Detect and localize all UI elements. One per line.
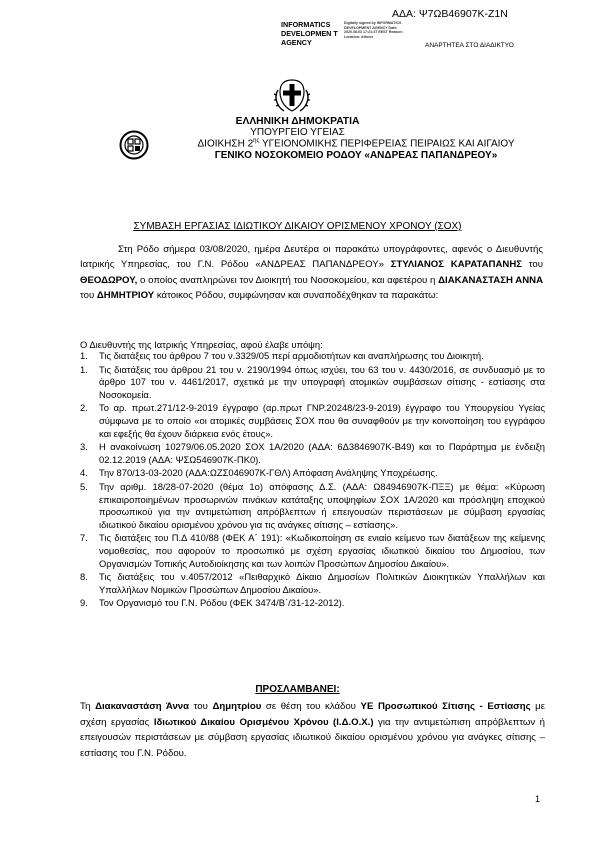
country-heading: ΕΛΛΗΝΙΚΗ ΔΗΜΟΚΡΑΤΙΑ — [235, 116, 360, 127]
list-item: 8. Τις διατάξεις του ν.4057/2012 «Πειθαρχικό Δίκαιο Δημοσίων Πολιτικών Διοικητικών Υπαλλήλων και Υπαλλήλων Νομικών Προσώπων Δημοσίου Δικαίου». — [80, 571, 545, 595]
list-item: 7. Τις διατάξεις του Π.Δ 410/88 (ΦΕΚ Α΄ 191): «Κωδικοποίηση σε ενιαίο κείμενο των διατάξεων της κείμενης νομοθεσίας, που αφορούν το προσωπικό με σχέση εργασίας ιδιωτικού δικαίου του Δημοσίου, των Οργανισμών Τοπικής Αυτοδιοίκησης και των λοιπών Προσώπων Δημοσίου Δικαίου». — [80, 532, 545, 569]
list-item: 1. Τις διατάξεις του άρθρου 21 του ν. 2190/1994 όπως ισχύει, του 63 του ν. 4430/2016, σε συνδυασμό με το άρθρο 107 του ν. 4461/2017, σχετικά με την υπογραφή ατομικών συμβάσεων σίτισης - εστίασης στα Νοσοκομεία. — [80, 363, 545, 400]
list-item: 2. Το αρ. πρωτ.271/12-9-2019 έγγραφο (αρ.πρωτ ΓΝΡ.20248/23-9-2019) έγγραφο του Υπουργείου Υγείας σύμφωνα με το οποίο «οι ατομικές συμβάσεις ΣΟΧ που θα συναφθούν με την κοινοποίηση του εγγράφου και εφεξής θα έχουν διάρκεια ενός έτους». — [80, 402, 545, 439]
hospital-heading: ΓΕΝΙΚΟ ΝΟΣΟΚΟΜΕΙΟ ΡΟΔΟΥ «ΑΝΔΡΕΑΣ ΠΑΠΑΝΔΡΕΟΥ» — [214, 150, 498, 161]
list-item: 4. Την 870/13-03-2020 (ΑΔΑ:ΩΖΣ046907Κ-ΓΘΛ) Απόφαση Ανάληψης Υποχρέωσης. — [80, 467, 438, 479]
list-item: 3. Η ανακοίνωση 10279/06.05.2020 ΣΟΧ 1Α/2020 (ΑΔΑ: 6Δ3846907Κ-Β49) και το Παράρτημα με ένδειξη 02.12.2019 (ΑΔΑ: ΨΣΩ546907Κ-ΠΚ0). — [80, 441, 545, 465]
greek-emblem-icon — [272, 76, 312, 114]
opening-paragraph: Στη Ρόδο σήμερα 03/08/2020, ημέρα Δευτέρα οι παρακάτω υπογράφοντες, αφενός ο Διευθυντής Ιατρικής Υπηρεσίας, του Γ.Ν. Ρόδου «ΑΝΔΡΕΑΣ ΠΑΠΑΝΔΡΕΟΥ» ΣΤΥΛΙΑΝΟΣ ΚΑΡΑΤΑΠΑΝΗΣ του ΘΕΟΔΩΡΟΥ, ο οποίος αναπληρώνει τον Διοικητή του Νοσοκομείου, και αφετέρου η ΔΙΑΚΑΝΑΣΤΑΣΗ ΑΝΝΑ του ΔΗΜΗΤΡΙΟΥ κάτοικος Ρόδου, συμφώνησαν και συναποδέχθηκαν τα παρακάτω: — [80, 244, 543, 302]
list-item: 9. Τον Οργανισμό του Γ.Ν. Ρόδου (ΦΕΚ 3474/Β΄/31-12-2012). — [80, 597, 345, 609]
contract-title: ΣΥΜΒΑΣΗ ΕΡΓΑΣΙΑΣ ΙΔΙΩΤΙΚΟΥ ΔΙΚΑΙΟΥ ΟΡΙΣΜΕΝΟΥ ΧΡΟΝΟΥ (ΣΟΧ) — [133, 221, 462, 232]
considerations-list — [80, 350, 545, 611]
considerations-intro: Ο Διευθυντής της Ιατρικής Υπηρεσίας, αφού έλαβε υπόψη: — [80, 339, 323, 350]
ada-code: ΑΔΑ: Ψ7ΩΒ46907Κ-Ζ1Ν — [392, 8, 508, 20]
list-item: 5. Την αριθμ. 18/28-07-2020 (θέμα 1ο) απόφασης Δ.Σ. (ΑΔΑ: Ω84946907Κ-ΠΞΞ) με θέμα: «Κύρωση επικαιροποιημένων προσωρινών πινάκων κατάταξης υποψηφίων ΣΟΧ 1Α/2020 και πρόσληψη εποχικού προσωπικού για την αντιμετώπιση απρόβλεπτων ή επειγουσών περιστάσεων με σύμβαση εργασίας ιδιωτικού δικαίου ορισμένου χρόνου για τις ανάγκες σίτισης – εστίασης». — [80, 480, 545, 530]
digital-signature-details: Digitally signed by INFORMATICS DEVELOPMENT AGENCY Date: 2020.08.03 17:21:37 EEST Reason: Location: Athens — [344, 21, 403, 39]
hires-heading: ΠΡΟΣΛΑΜΒΑΝΕΙ: — [255, 684, 340, 695]
posting-note: ΑΝΑΡΤΗΤΕΑ ΣΤΟ ΔΙΑΔΙΚΤΥΟ — [425, 42, 514, 49]
ministry-heading: ΥΠΟΥΡΓΕΙΟ ΥΓΕΙΑΣ — [250, 127, 345, 138]
page-number: 1 — [535, 794, 541, 804]
list-item: 1. Τις διατάξεις του άρθρου 7 του ν.3329/05 περί αρμοδιοτήτων και αναπλήρωσης του Διοικητή. — [80, 350, 484, 361]
signature-agency-name: INFORMATICS DEVELOPMEN T AGENCY — [281, 20, 338, 47]
hire-paragraph: Τη Διακαναστάση Άννα του Δημητρίου σε θέση του κλάδου ΥΕ Προσωπικού Σίτισης - Εστίασης με σχέση εργασίας Ιδιωτικού Δικαίου Ορισμένου Χρόνου (Ι.Δ.Ο.Χ.) για την αντιμετώπιση απρόβλεπτων ή επειγουσών περιστάσεων με σύμβαση εργασίας ιδιωτικού δικαίου ορισμένου χρόνου για ανάγκες σίτισης – εστίασης του Γ.Ν. Ρόδου. — [80, 701, 545, 759]
health-region-heading: ΔΙΟΙΚΗΣΗ $2^{\eta\varsigma}$ ΥΓΕΙΟΝΟΜΙΚΗΣ ΠΕΡΙΦΕΡΕΙΑΣ ΠΕΙΡΑΙΩΣ ΚΑΙ ΑΙΓΑΙΟΥ — [197, 138, 515, 150]
